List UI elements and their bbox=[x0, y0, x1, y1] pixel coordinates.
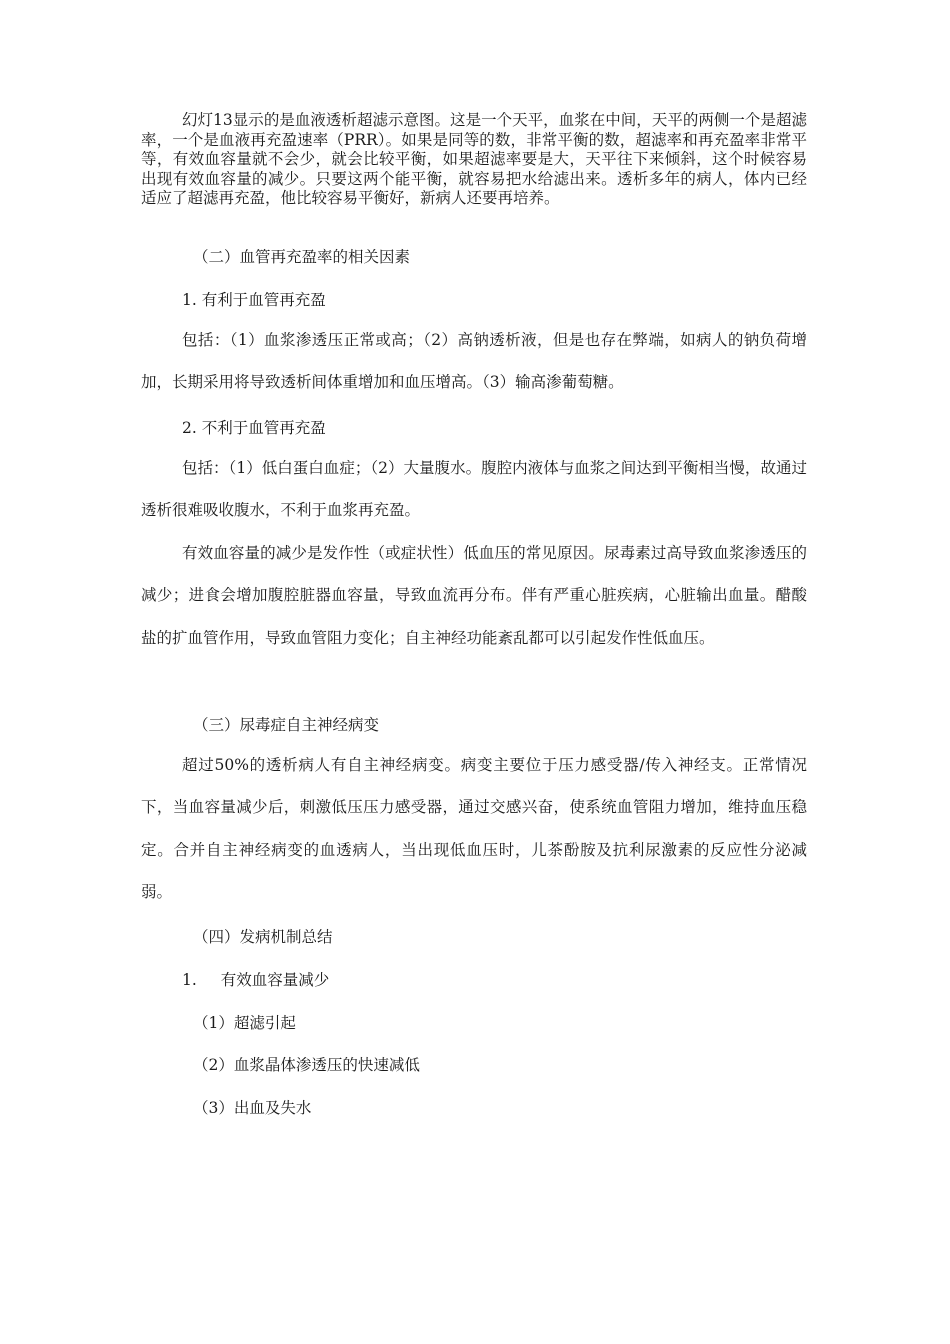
summary-subitem: （1）超滤引起 bbox=[193, 1014, 296, 1032]
section-heading-2: （二）血管再充盈率的相关因素 bbox=[193, 248, 411, 266]
paragraph-2-2: 包括：（1）低白蛋白血症；（2）大量腹水。腹腔内液体与血浆之间达到平衡相当慢，故通过透析很难吸收腹水，不利于血浆再充盈。 bbox=[141, 459, 807, 520]
summary-subitem: （2）血浆晶体渗透压的快速减低 bbox=[193, 1056, 420, 1074]
summary-item-1-text: 有效血容量减少 bbox=[220, 971, 330, 989]
paragraph-3: 超过50%的透析病人有自主神经病变。病变主要位于压力感受器/传入神经支。正常情况下，当血容量减少后，刺激低压压力感受器，通过交感兴奋，使系统血管阻力增加，维持血压稳定。合并自主神经病变的血透病人，当出现低血压时，儿茶酚胺及抗利尿激素的反应性分泌减弱。 bbox=[141, 756, 807, 902]
summary-item-1-number: 1. bbox=[182, 971, 197, 989]
subheading-2-2: 2. 不利于血管再充盈 bbox=[182, 419, 326, 437]
paragraph-cause: 有效血容量的减少是发作性（或症状性）低血压的常见原因。尿毒素过高导致血浆渗透压的减少；进食会增加腹腔脏器血容量，导致血流再分布。伴有严重心脏疾病，心脏输出血量。醋酸盐的扩血管作用，导致血管阻力变化；自主神经功能紊乱都可以引起发作性低血压。 bbox=[141, 544, 807, 647]
paragraph-slide13: 幻灯13显示的是血液透析超滤示意图。这是一个天平，血浆在中间，天平的两侧一个是超滤率，一个是血液再充盈速率（PRR）。如果是同等的数，非常平衡的数，超滤率和再充盈率非常平等，有效血容量就不会少，就会比较平衡，如果超滤率要是大，天平往下来倾斜，这个时候容易出现有效血容量的减少。只要这两个能平衡，就容易把水给滤出来。透析多年的病人，体内已经适应了超滤再充盈，他比较容易平衡好，新病人还要再培养。 bbox=[141, 111, 807, 207]
subheading-2-1: 1. 有利于血管再充盈 bbox=[182, 291, 326, 309]
paragraph-2-1: 包括：（1）血浆渗透压正常或高；（2）高钠透析液，但是也存在弊端，如病人的钠负荷增加，长期采用将导致透析间体重增加和血压增高。（3）输高渗葡萄糖。 bbox=[141, 331, 807, 392]
section-heading-3: （三）尿毒症自主神经病变 bbox=[193, 716, 380, 734]
summary-subitem: （3）出血及失水 bbox=[193, 1099, 312, 1117]
summary-item-1 bbox=[182, 968, 329, 990]
section-heading-4: （四）发病机制总结 bbox=[193, 928, 333, 946]
